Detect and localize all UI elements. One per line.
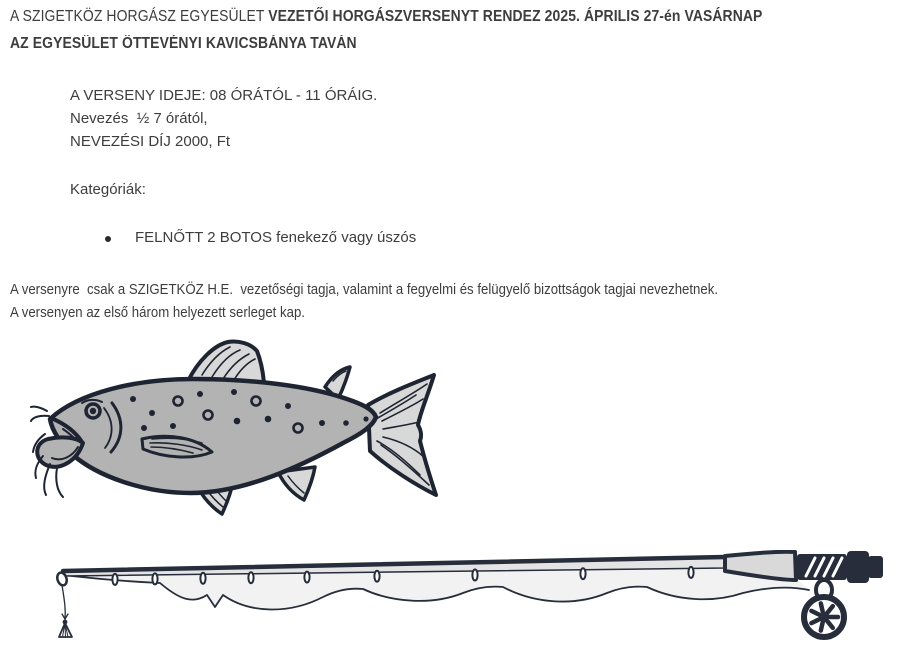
fish-illustration: [30, 335, 465, 520]
fish-tail-fin: [368, 375, 436, 495]
competition-time: A VERSENY IDEJE: 08 ÓRÁTÓL - 11 ÓRÁIG.: [70, 87, 378, 104]
registration-time: Nevezés ½ 7 órától,: [70, 110, 208, 127]
fish-dorsal-fin: [188, 341, 264, 383]
header-line1-regular: A SZIGETKÖZ HORGÁSZ EGYESÜLET: [10, 8, 269, 25]
fishing-reel: [804, 580, 844, 637]
header-line1-bold: VEZETŐI HORGÁSZVERSENYT RENDEZ 2025. ÁPRILIS 27-én VASÁRNAP: [268, 8, 763, 25]
eligibility-line-2: A versenyen az első három helyezett serleget kap.: [10, 304, 305, 321]
eligibility-paragraph: [10, 278, 815, 324]
rod-grip: [797, 554, 847, 580]
fish-body: [50, 379, 376, 493]
category-label: FELNŐTT 2 BOTOS fenekező vagy úszós: [135, 229, 417, 246]
header-line-2: AZ EGYESÜLET ÖTTEVÉNYI KAVICSBÁNYA TAVÁN: [10, 35, 357, 52]
categories-heading: Kategóriák:: [70, 181, 146, 198]
rod-butt-knob: [847, 551, 869, 583]
bullet-icon: [105, 236, 111, 242]
header-line-1: [10, 7, 762, 27]
entry-fee: NEVEZÉSI DÍJ 2000, Ft: [70, 133, 231, 150]
details-block: [70, 84, 377, 153]
fishing-rod-illustration: [55, 550, 895, 645]
category-list-item: [105, 229, 416, 246]
eligibility-line-1: A versenyre csak a SZIGETKÖZ H.E. vezetőségi tagja, valamint a fegyelmi és felügyelő bizottságok tagjai nevezhetnek.: [10, 281, 719, 298]
fly-lure: [59, 614, 72, 637]
